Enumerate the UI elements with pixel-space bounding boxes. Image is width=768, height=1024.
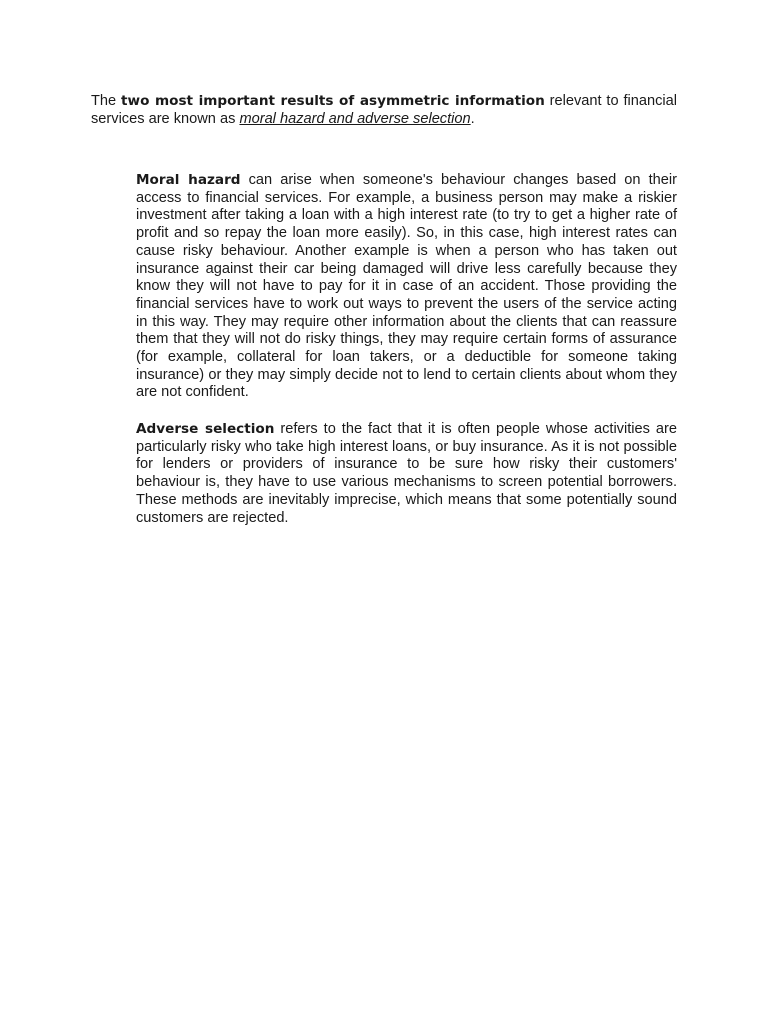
intro-prefix: The [91, 93, 122, 109]
intro-emphasis: two most important results of asymmetric information [121, 93, 545, 109]
moral-hazard-paragraph [136, 172, 677, 402]
intro-middle: relevant to financial services are known as [91, 93, 677, 127]
adverse-selection-paragraph [136, 421, 677, 527]
intro-suffix: . [470, 110, 475, 127]
adverse-selection-term: Adverse selection [136, 421, 275, 437]
intro-topic-link: moral hazard and adverse selection [239, 110, 471, 127]
adverse-selection-text: refers to the fact that it is often people whose activities are particularly risky who take high interest loans, or buy insurance. As it is not possible for lenders or providers of insurance to be sure how risky their customers' behaviour is, they have to use various mechanisms to screen potential borrowers. These methods are inevitably imprecise, which means that some potentially sound customers are rejected. [136, 421, 677, 526]
moral-hazard-text: can arise when someone's behaviour changes based on their access to financial services. For example, a business person may make a riskier investment after taking a loan with a high interest rate (to try to get a higher rate of profit and so repay the loan more easily). So, in this case, high interest rates can cause risky behaviour. Another example is when a person who has taken out insurance against their car being damaged will drive less carefully because they know they will not have to pay for it in case of an accident. Those providing the financial services have to work out ways to prevent the users of the service acting in this way. They may require other information about the clients that can reassure them that they will not do risky things, they may require certain forms of assurance (for example, collateral for loan takers, or a deductible for someone taking insurance) or they may simply decide not to lend to certain clients about whom they are not confident. [136, 172, 677, 401]
intro-paragraph [91, 93, 677, 128]
moral-hazard-term: Moral hazard [136, 172, 241, 188]
